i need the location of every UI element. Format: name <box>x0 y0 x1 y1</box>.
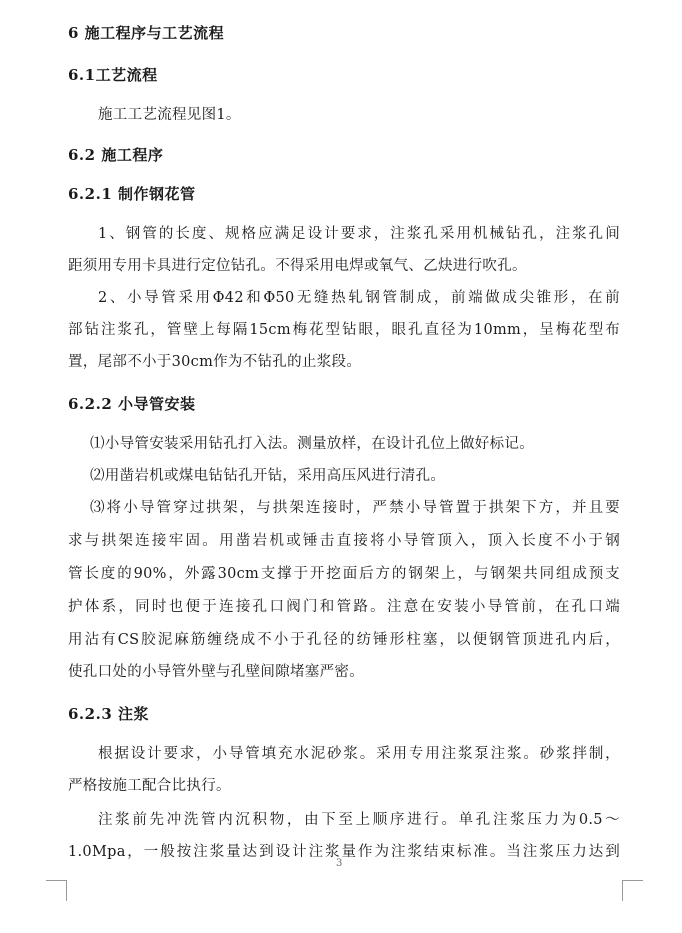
heading-6-2-1: 6.2.1 制作钢花管 <box>68 185 196 203</box>
paragraph-line: ⑶将小导管穿过拱架，与拱架连接时，严禁小导管置于拱架下方，并且要 <box>90 500 620 516</box>
margin-corner-right <box>622 880 643 901</box>
paragraph-line: 根据设计要求，小导管填充水泥砂浆。采用专用注浆泵注浆。砂浆拌制， <box>98 746 620 762</box>
heading-6-2: 6.2 施工程序 <box>68 146 164 164</box>
paragraph-line: 求与拱架连接牢固。用凿岩机或锤击直接将小导管顶入，顶入长度不小于钢 <box>68 533 620 549</box>
paragraph-line: 用沾有CS胶泥麻筋缠绕成不小于孔径的纺锤形柱塞，以便钢管顶进孔内后， <box>68 632 620 648</box>
heading-6-2-2: 6.2.2 小导管安装 <box>68 395 196 413</box>
heading-6-1: 6.1工艺流程 <box>68 66 158 84</box>
paragraph-6-1: 施工工艺流程见图1。 <box>98 107 241 123</box>
paragraph-line: 严格按施工配合比执行。 <box>68 778 231 794</box>
paragraph-line: ⑵用凿岩机或煤电钻钻孔开钻，采用高压风进行清孔。 <box>90 468 446 484</box>
paragraph-line: 1、钢管的长度、规格应满足设计要求，注浆孔采用机械钻孔，注浆孔间 <box>98 226 620 242</box>
paragraph-line: ⑴小导管安装采用钻孔打入法。测量放样，在设计孔位上做好标记。 <box>90 436 534 452</box>
paragraph-line: 2、小导管采用Φ42和Φ50无缝热轧钢管制成，前端做成尖锥形，在前 <box>98 290 620 306</box>
heading-section-6: 6 施工程序与工艺流程 <box>68 24 225 42</box>
paragraph-line: 使孔口处的小导管外壁与孔壁间隙堵塞严密。 <box>68 664 364 680</box>
paragraph-line: 1.0Mpa，一般按注浆量达到设计注浆量作为注浆结束标准。当注浆压力达到 <box>68 844 620 860</box>
paragraph-line: 置，尾部不小于30cm作为不钻孔的止浆段。 <box>68 354 362 370</box>
paragraph-line: 管长度的90%，外露30cm支撑于开挖面后方的钢架上，与钢架共同组成预支 <box>68 566 620 582</box>
heading-6-2-3: 6.2.3 注浆 <box>68 705 149 723</box>
paragraph-line: 部钻注浆孔，管壁上每隔15cm梅花型钻眼，眼孔直径为10mm，呈梅花型布 <box>68 322 620 338</box>
margin-corner-left <box>46 880 67 901</box>
paragraph-line: 距须用专用卡具进行定位钻孔。不得采用电焊或氧气、乙炔进行吹孔。 <box>68 258 527 274</box>
paragraph-line: 护体系，同时也便于连接孔口阀门和管路。注意在安装小导管前，在孔口端 <box>68 599 620 615</box>
paragraph-line: 注浆前先冲洗管内沉积物，由下至上顺序进行。单孔注浆压力为0.5～ <box>98 812 620 828</box>
page-number: 3 <box>336 858 343 869</box>
